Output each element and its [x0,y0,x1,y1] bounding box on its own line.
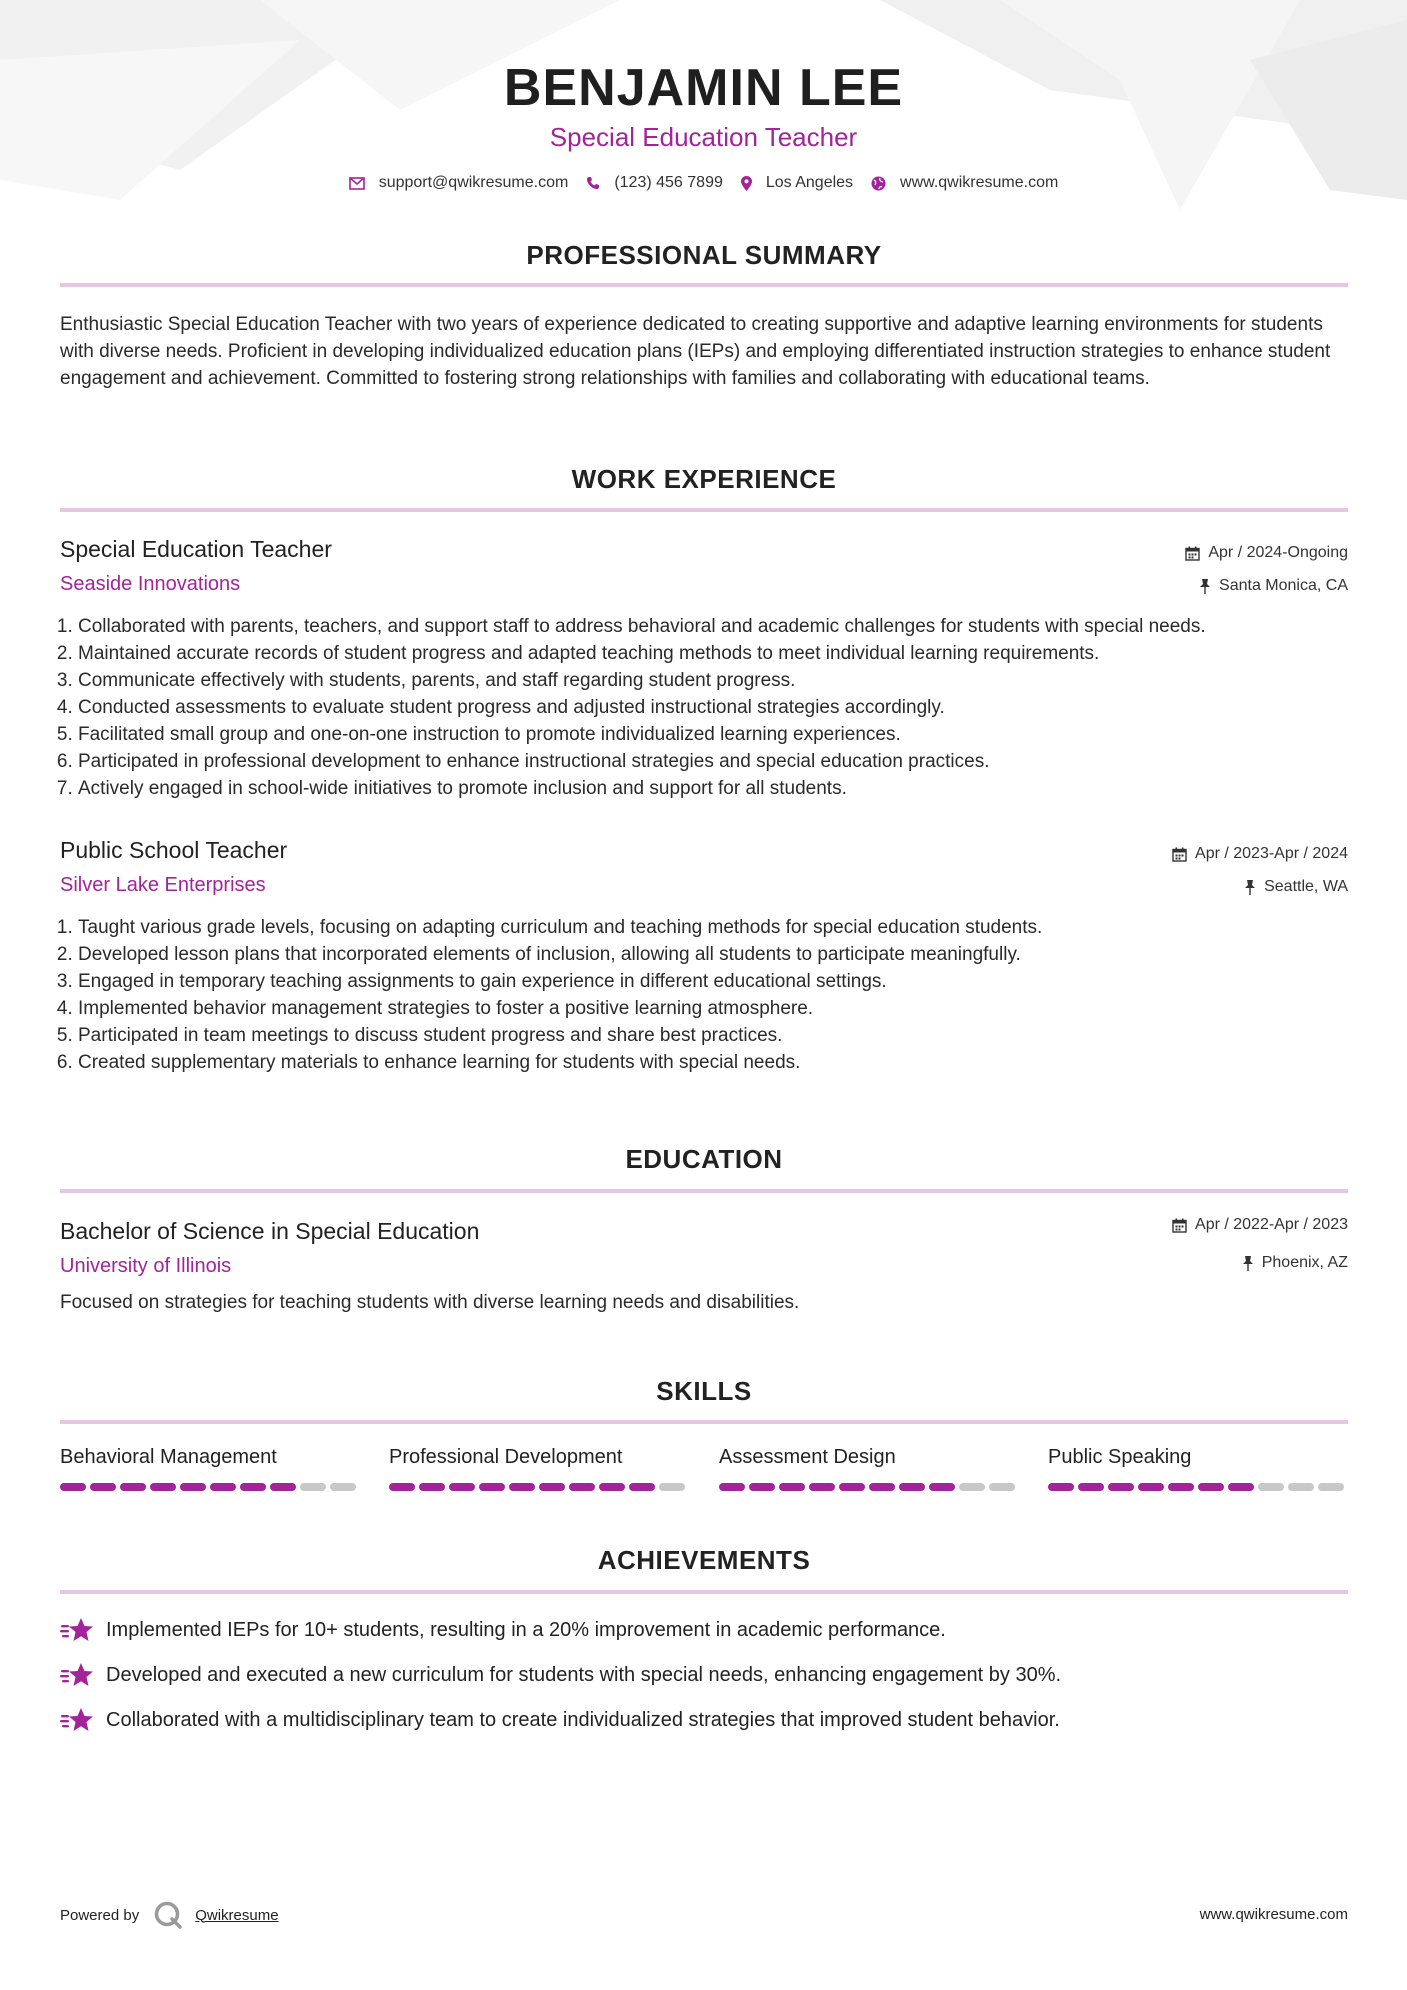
education-location [1242,1254,1348,1272]
skill-segment-filled [599,1483,625,1491]
skill-segment-filled [1048,1483,1074,1491]
skill-item [719,1446,1021,1491]
contact-phone[interactable] [586,174,723,192]
job-title: Special Education Teacher [60,536,332,562]
skill-segment-filled [1228,1483,1254,1491]
skill-label: Assessment Design [719,1446,896,1468]
skill-segment-filled [240,1483,266,1491]
skill-segment-empty [959,1483,985,1491]
star-icon [60,1662,94,1688]
job-company: Seaside Innovations [60,573,241,595]
achievement-item [60,1617,946,1643]
skill-segment-filled [929,1483,955,1491]
job-location [1244,878,1348,896]
job-location [1199,577,1348,595]
list-item: 1. Taught various grade levels, focusing on adapting curriculum and teaching methods for special education students. [78,914,1368,941]
list-item: 2. Maintained accurate records of student progress and adapted teaching methods to meet individual learning requirements. [78,640,1368,667]
education-dates-text: Apr / 2022-Apr / 2023 [1195,1216,1348,1233]
job-title: Public School Teacher [60,837,288,863]
skill-segment-filled [749,1483,775,1491]
experience-divider [60,508,1348,512]
star-icon [60,1617,94,1643]
list-item: 6. Created supplementary materials to enhance learning for students with special needs. [78,1049,1368,1076]
contact-email-text: support@qwikresume.com [378,174,569,191]
skill-segment-filled [629,1483,655,1491]
pushpin-icon [1199,578,1211,594]
skill-label: Professional Development [389,1446,623,1468]
skill-item [60,1446,362,1491]
job-location-text: Santa Monica, CA [1219,577,1348,594]
contact-email[interactable] [349,174,569,192]
qwikresume-logo-icon [153,1900,183,1930]
summary-text: Enthusiastic Special Education Teacher with two years of experience dedicated to creating supportive and adaptive learning environments for students with diverse needs. Proficient in developing individualized education plans (IEPs) and employing differentiated instruction strategies to enhance student engagement and achievement. Committed to fostering strong relationships with families and collaborating with educational teams. [60,314,1331,389]
list-item: 6. Participated in professional development to enhance instructional strategies and special education practices. [78,748,1368,775]
list-item: 2. Developed lesson plans that incorporated elements of inclusion, allowing all students to participate meaningfully. [78,941,1368,968]
skill-segment-filled [1138,1483,1164,1491]
summary-divider [60,283,1348,287]
skill-segment-empty [330,1483,356,1491]
skill-item [1048,1446,1350,1491]
skill-segment-filled [509,1483,535,1491]
skill-segment-empty [1258,1483,1284,1491]
list-item: 1. Collaborated with parents, teachers, and support staff to address behavioral and academic challenges for students with special needs. [78,613,1368,640]
skill-segment-filled [449,1483,475,1491]
skill-segment-filled [270,1483,296,1491]
job-dates [1185,544,1348,562]
skill-segment-filled [839,1483,865,1491]
contact-location [741,174,853,192]
skill-segment-filled [120,1483,146,1491]
achievement-text: Collaborated with a multidisciplinary team to create individualized strategies that improved student behavior. [106,1708,1060,1731]
skill-segment-filled [719,1483,745,1491]
skill-segment-filled [809,1483,835,1491]
skill-level-bar [719,1483,1021,1491]
skills-divider [60,1420,1348,1424]
calendar-icon [1185,546,1200,561]
list-item: 3. Engaged in temporary teaching assignments to gain experience in different educational settings. [78,968,1368,995]
skill-level-bar [60,1483,362,1491]
skill-level-bar [389,1483,691,1491]
job-bullets [60,613,1368,802]
achievement-text: Developed and executed a new curriculum for students with special needs, enhancing engagement by 30%. [106,1663,1062,1686]
contact-bar [0,174,1407,192]
achievement-text: Implemented IEPs for 10+ students, resulting in a 20% improvement in academic performance. [106,1618,946,1641]
skill-segment-filled [210,1483,236,1491]
skill-segment-empty [989,1483,1015,1491]
job-company: Silver Lake Enterprises [60,874,266,896]
contact-location-text: Los Angeles [765,174,854,191]
contact-website-text: www.qwikresume.com [900,174,1059,191]
degree-title: Bachelor of Science in Special Education [60,1218,480,1244]
skill-segment-filled [1108,1483,1134,1491]
star-icon [60,1707,94,1733]
skill-segment-filled [1168,1483,1194,1491]
skill-segment-empty [300,1483,326,1491]
skill-segment-filled [1198,1483,1224,1491]
footer-website[interactable]: www.qwikresume.com [1199,1906,1348,1923]
skill-segment-empty [1288,1483,1314,1491]
qwikresume-link[interactable]: Qwikresume [195,1906,279,1924]
education-divider [60,1189,1348,1193]
skill-segment-filled [1078,1483,1104,1491]
achievement-item [60,1662,1061,1688]
skill-segment-filled [180,1483,206,1491]
education-location-text: Phoenix, AZ [1261,1254,1348,1271]
candidate-title: Special Education Teacher [549,122,858,152]
calendar-icon [1172,847,1187,862]
candidate-name: BENJAMIN LEE [503,59,904,117]
skill-label: Behavioral Management [60,1446,277,1468]
job-dates [1172,845,1348,863]
skills-heading: SKILLS [656,1376,752,1406]
phone-icon [586,176,600,190]
education-description: Focused on strategies for teaching students with diverse learning needs and disabilities. [60,1292,800,1313]
achievement-item [60,1707,1060,1733]
skill-segment-filled [479,1483,505,1491]
globe-icon [871,176,886,191]
skill-segment-filled [569,1483,595,1491]
contact-phone-text: (123) 456 7899 [614,174,723,191]
powered-by-label: Powered by [60,1906,140,1924]
list-item: 5. Participated in team meetings to discuss student progress and share best practices. [78,1022,1368,1049]
job-dates-text: Apr / 2024-Ongoing [1208,544,1348,561]
skill-segment-filled [60,1483,86,1491]
skill-segment-empty [1318,1483,1344,1491]
skill-segment-empty [659,1483,685,1491]
skill-segment-filled [539,1483,565,1491]
summary-heading: PROFESSIONAL SUMMARY [526,240,882,270]
school-name: University of Illinois [60,1255,232,1277]
skill-segment-filled [419,1483,445,1491]
skill-segment-filled [389,1483,415,1491]
envelope-icon [349,177,365,190]
skill-label: Public Speaking [1048,1446,1192,1468]
calendar-icon [1172,1218,1187,1233]
list-item: 4. Conducted assessments to evaluate student progress and adjusted instructional strategies accordingly. [78,694,1368,721]
job-dates-text: Apr / 2023-Apr / 2024 [1195,845,1348,862]
education-dates [1172,1216,1348,1234]
job-bullets [60,914,1368,1076]
list-item: 3. Communicate effectively with students, parents, and staff regarding student progress. [78,667,1368,694]
pushpin-icon [1242,1255,1254,1271]
footer-powered-by [60,1900,279,1930]
skill-segment-filled [779,1483,805,1491]
job-location-text: Seattle, WA [1264,878,1348,895]
pushpin-icon [1244,879,1256,895]
skill-segment-filled [90,1483,116,1491]
skill-level-bar [1048,1483,1350,1491]
experience-heading: WORK EXPERIENCE [571,464,837,494]
map-pin-icon [741,176,752,191]
skill-segment-filled [869,1483,895,1491]
skill-item [389,1446,691,1491]
skill-segment-filled [150,1483,176,1491]
skill-segment-filled [899,1483,925,1491]
achievements-divider [60,1590,1348,1594]
contact-website[interactable] [871,174,1058,192]
achievements-heading: ACHIEVEMENTS [597,1545,811,1575]
list-item: 4. Implemented behavior management strategies to foster a positive learning atmosphere. [78,995,1368,1022]
education-heading: EDUCATION [625,1144,783,1174]
list-item: 5. Facilitated small group and one-on-one instruction to promote individualized learning experiences. [78,721,1368,748]
list-item: 7. Actively engaged in school-wide initiatives to promote inclusion and support for all students. [78,775,1368,802]
